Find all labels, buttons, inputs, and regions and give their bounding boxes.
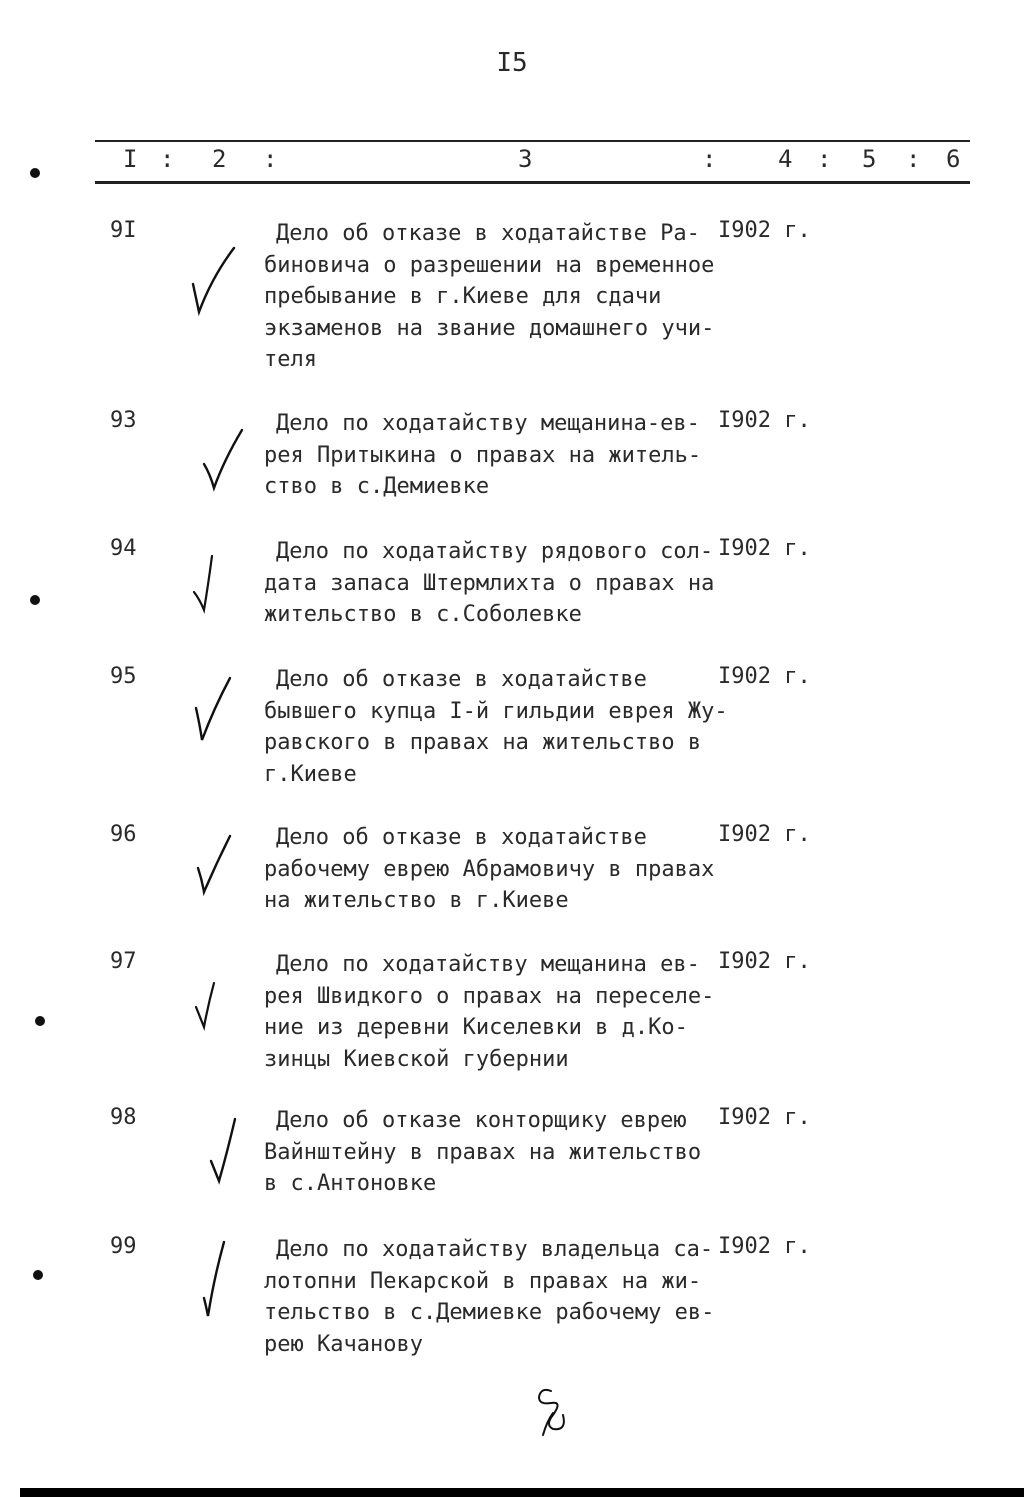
entry-text-line: пребывание в г.Киеве для сдачи xyxy=(264,284,662,309)
entry-text-line: жительство в с.Соболевке xyxy=(264,602,582,627)
entry-text-line: биновича о разрешении на временное xyxy=(264,252,715,278)
check-mark-icon xyxy=(205,1119,265,1199)
check-mark-icon xyxy=(200,1248,260,1328)
entry-text-line: рея Притыкина о правах на житель- xyxy=(264,442,702,468)
entry-text-line: Дело по ходатайству мещанина ев- xyxy=(276,952,700,977)
punch-hole xyxy=(35,1016,45,1026)
column-header-4: 4 xyxy=(778,145,793,173)
entry-number: 94 xyxy=(110,536,137,561)
entry-description xyxy=(264,664,728,790)
entry-description xyxy=(264,949,714,1075)
entry-text-line: ние из деревни Киселевки в д.Ко- xyxy=(264,1015,688,1040)
punch-hole xyxy=(30,168,40,178)
column-header-3: 3 xyxy=(518,145,533,173)
table-header-rule xyxy=(95,181,970,184)
entry-text-line: Дело по ходатайству владельца са- xyxy=(276,1237,714,1262)
entry-text-line: теля xyxy=(264,347,317,372)
scan-edge xyxy=(20,1488,1024,1497)
entry-text-line: Дело об отказе в ходатайстве Ра- xyxy=(276,221,700,246)
entry-text-line: тельство в с.Демиевке рабочему ев- xyxy=(264,1300,715,1325)
column-header-1: I xyxy=(123,145,138,173)
entry-text-line: Вайнштейну в правах на жительство xyxy=(264,1139,702,1165)
table-top-rule xyxy=(95,140,970,142)
handwritten-signature xyxy=(523,1385,583,1445)
entry-description xyxy=(264,1234,714,1360)
column-separator: : xyxy=(906,145,921,173)
entry-text-line: Дело по ходатайству мещанина-ев- xyxy=(276,411,700,436)
check-mark-icon xyxy=(190,963,250,1043)
entry-date: I902 г. xyxy=(718,949,811,974)
entry-text-line: Дело об отказе в ходатайстве xyxy=(276,825,647,850)
entry-date: I902 г. xyxy=(718,408,811,433)
check-mark-icon xyxy=(190,232,250,312)
entry-number: 96 xyxy=(110,822,137,847)
entry-text-line: рея Швидкого о правах на переселе- xyxy=(264,983,715,1009)
entry-description xyxy=(264,822,714,917)
entry-text-line: экзаменов на звание домашнего учи- xyxy=(264,315,715,341)
column-header-6: 6 xyxy=(946,145,961,173)
punch-hole xyxy=(30,595,40,605)
entry-description xyxy=(264,218,714,376)
entry-text-line: в с.Антоновке xyxy=(264,1171,437,1196)
entry-number: 93 xyxy=(110,408,137,433)
page-number: I5 xyxy=(496,48,528,78)
entry-number: 98 xyxy=(110,1105,137,1130)
entry-text-line: Дело об отказе в ходатайстве xyxy=(276,667,647,692)
column-header-2: 2 xyxy=(212,145,227,173)
entry-date: I902 г. xyxy=(718,218,811,243)
check-mark-icon xyxy=(190,550,250,630)
column-separator: : xyxy=(702,145,717,173)
entry-text-line: дата запаса Штермлихта о правах на xyxy=(264,570,715,596)
column-separator: : xyxy=(160,145,175,173)
entry-text-line: г.Киеве xyxy=(264,761,357,787)
entry-text-line: лотопни Пекарской в правах на жи- xyxy=(264,1268,702,1294)
column-separator: : xyxy=(263,145,278,173)
entry-number: 95 xyxy=(110,664,137,689)
entry-date: I902 г. xyxy=(718,536,811,561)
entry-text-line: ство в с.Демиевке xyxy=(264,474,490,499)
entry-description xyxy=(264,536,714,631)
check-mark-icon xyxy=(200,422,260,502)
check-mark-icon xyxy=(190,836,250,916)
entry-text-line: бывшего купца I-й гильдии еврея Жу- xyxy=(264,698,728,724)
entry-text-line: Дело об отказе конторщику еврею xyxy=(276,1108,687,1133)
entry-text-line: на жительство в г.Киеве xyxy=(264,888,569,913)
entry-description xyxy=(264,1105,714,1200)
entry-text-line: Дело по ходатайству рядового сол- xyxy=(276,539,714,564)
punch-hole xyxy=(33,1270,43,1280)
column-header-5: 5 xyxy=(862,145,877,173)
entry-description xyxy=(264,408,714,503)
entry-date: I902 г. xyxy=(718,822,811,847)
entry-date: I902 г. xyxy=(718,1105,811,1130)
check-mark-icon xyxy=(190,678,250,758)
entry-number: 9I xyxy=(110,218,137,243)
entry-text-line: равского в правах на жительство в xyxy=(264,730,702,755)
column-separator: : xyxy=(817,145,832,173)
entry-date: I902 г. xyxy=(718,1234,811,1259)
entry-number: 97 xyxy=(110,949,137,974)
entry-text-line: рею Качанову xyxy=(264,1331,423,1357)
entry-text-line: рабочему еврею Абрамовичу в правах xyxy=(264,856,715,882)
entry-date: I902 г. xyxy=(718,664,811,689)
entry-text-line: зинцы Киевской губернии xyxy=(264,1046,569,1072)
entry-number: 99 xyxy=(110,1234,137,1259)
